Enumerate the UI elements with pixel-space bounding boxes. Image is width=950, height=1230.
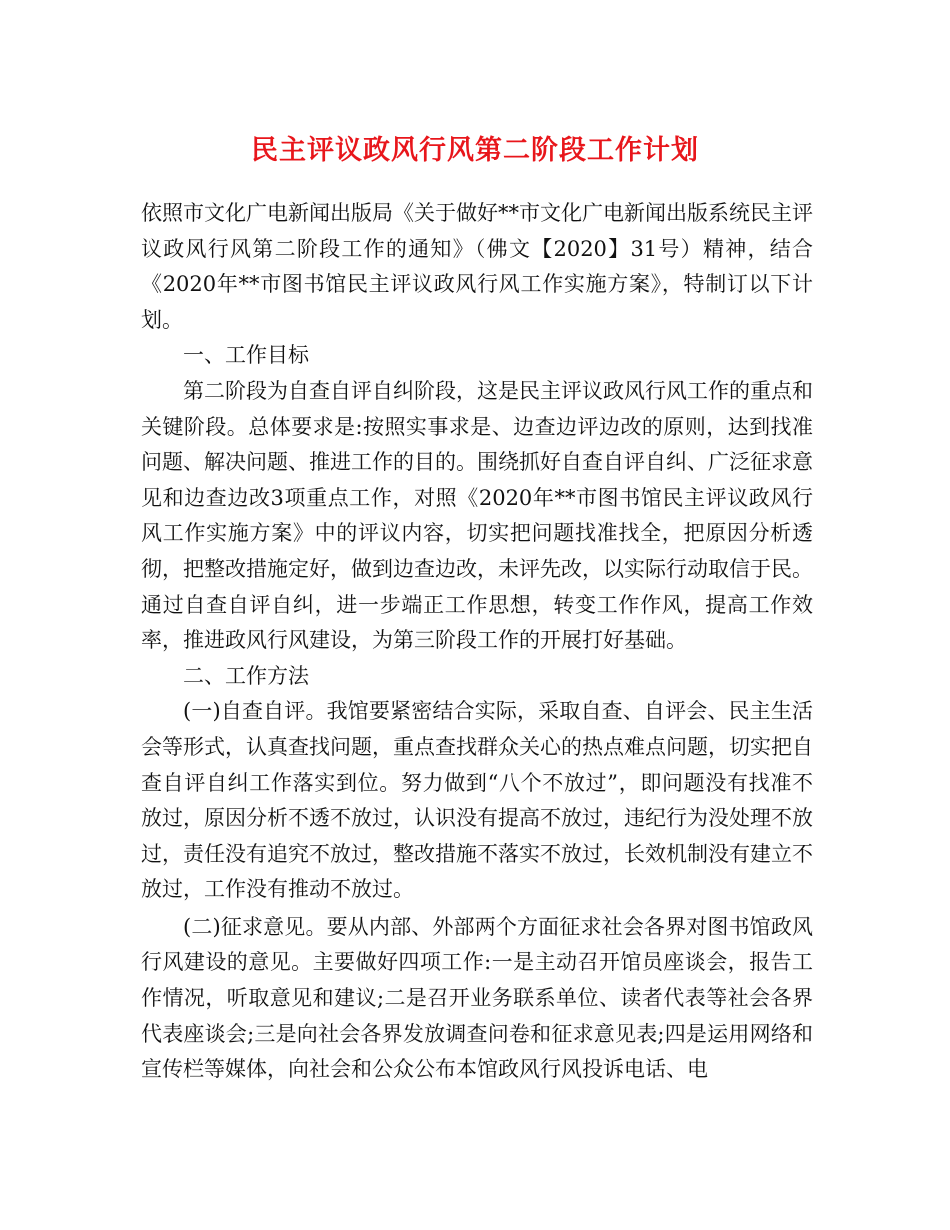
section-heading-goals: 一、工作目标	[183, 343, 309, 368]
intro-paragraph: 依照市文化广电新闻出版局《关于做好**市文化广电新闻出版系统民主评议政风行风第二阶段工作的通知》（佛文【2020】31号）精神，结合《2020年**市图书馆民主评议政风行风工作实施方案》，特制订以下计划。	[141, 201, 813, 332]
document-title: 民主评议政风行风第二阶段工作计划	[251, 135, 699, 166]
goals-paragraph: 第二阶段为自查自评自纠阶段，这是民主评议政风行风工作的重点和关键阶段。总体要求是:按照实事求是、边查边评边改的原则，达到找准问题、解决问题、推进工作的目的。围绕抓好自查自评自纠、广泛征求意见和边查边改3项重点工作，对照《2020年**市图书馆民主评议政风行风工作实施方案》中的评议内容，切实把问题找准找全，把原因分析透彻，把整改措施定好，做到边查边改，未评先改，以实际行动取信于民。通过自查自评自纠，进一步端正工作思想，转变工作作风，提高工作效率，推进政风行风建设，为第三阶段工作的开展打好基础。	[141, 378, 813, 653]
solicit-opinions-paragraph: (二)征求意见。要从内部、外部两个方面征求社会各界对图书馆政风行风建设的意见。主要做好四项工作:一是主动召开馆员座谈会，报告工作情况，听取意见和建议;二是召开业务联系单位、读者代表等社会各界代表座谈会;三是向社会各界发放调查问卷和征求意见表;四是运用网络和宣传栏等媒体，向社会和公众公布本馆政风行风投诉电话、电	[141, 914, 813, 1082]
self-review-paragraph: (一)自查自评。我馆要紧密结合实际，采取自查、自评会、民主生活会等形式，认真查找问题，重点查找群众关心的热点难点问题，切实把自查自评自纠工作落实到位。努力做到“八个不放过”，即问题没有找准不放过，原因分析不透不放过，认识没有提高不放过，违纪行为没处理不放过，责任没有追究不放过，整改措施不落实不放过，长效机制没有建立不放过，工作没有推动不放过。	[141, 699, 813, 902]
section-heading-methods: 二、工作方法	[183, 663, 309, 688]
document-body	[141, 196, 813, 1088]
